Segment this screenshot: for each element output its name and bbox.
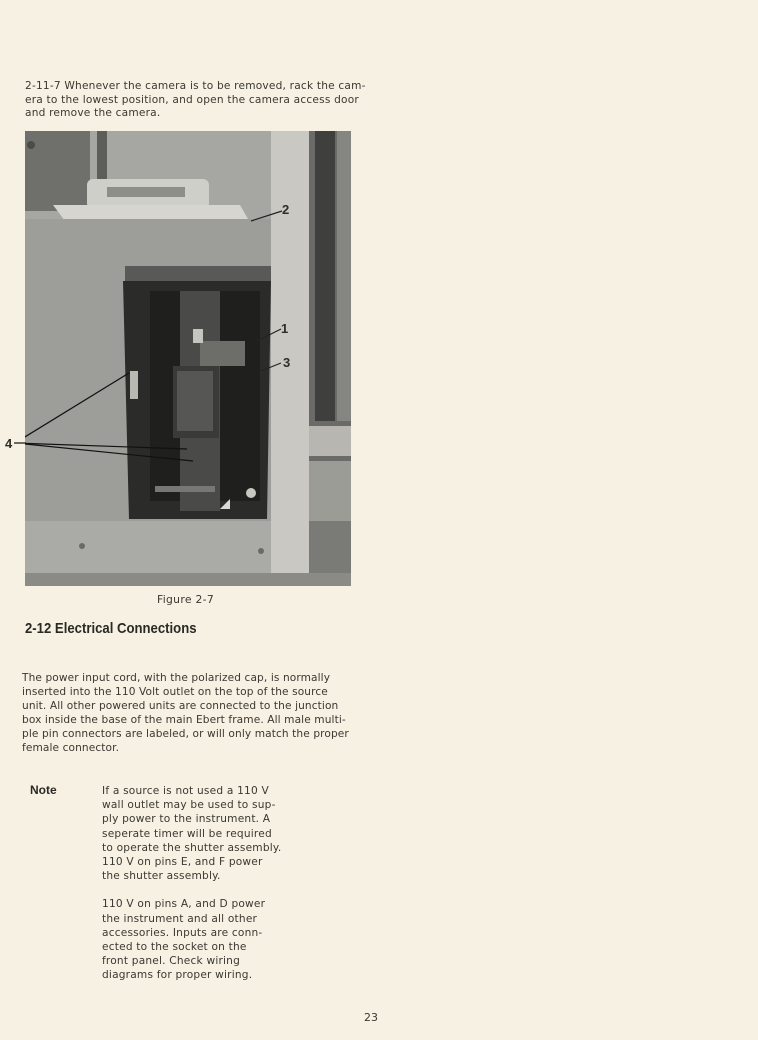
note-line: ply power to the instrument. A [102,813,271,826]
photo-illustration [25,131,351,586]
text-line: era to the lowest position, and open the camera access door [25,93,359,106]
text-line: The power input cord, with the polarized cap, is normally [22,672,331,684]
paragraph-2-11-7 [25,80,370,121]
callout-1: 1 [281,321,289,336]
callout-3: 3 [283,355,291,370]
text-line: female connector. [22,742,120,754]
note-label: Note [30,783,57,797]
note-body [102,784,292,983]
text-line: unit. All other powered units are connected to the junction [22,700,339,712]
note-line: to operate the shutter assembly. [102,841,282,854]
camera-compartment-photo [25,131,351,586]
note-line: 110 V on pins E, and F power [102,856,263,869]
note-line: 110 V on pins A, and D power [102,898,266,911]
paragraph-2-12 [22,671,362,755]
note-line: ected to the socket on the [102,941,247,954]
note-line: the shutter assembly. [102,870,221,883]
callout-4-leader [12,430,28,460]
paragraph-gap [102,883,292,897]
text-line: 2-11-7 Whenever the camera is to be removed, rack the cam- [25,80,366,92]
callout-4: 4 [5,436,13,451]
note-line: seperate timer will be required [102,827,272,840]
callout-2: 2 [282,202,290,217]
note-line: wall outlet may be used to sup- [102,799,276,812]
text-line: inserted into the 110 Volt outlet on the top of the source [22,686,328,698]
note-line: accessories. Inputs are conn- [102,926,263,939]
note-line: diagrams for proper wiring. [102,969,253,982]
text-line: ple pin connectors are labeled, or will only match the proper [22,728,349,740]
text-line: box inside the base of the main Ebert frame. All male multi- [22,714,346,726]
figure-caption: Figure 2-7 [157,593,215,606]
note-line: front panel. Check wiring [102,955,240,968]
page-number: 23 [364,1011,378,1024]
text-line: and remove the camera. [25,107,161,119]
note-line: the instrument and all other [102,912,258,925]
note-line: If a source is not used a 110 V [102,785,269,797]
section-heading: 2-12 Electrical Connections [25,621,197,637]
